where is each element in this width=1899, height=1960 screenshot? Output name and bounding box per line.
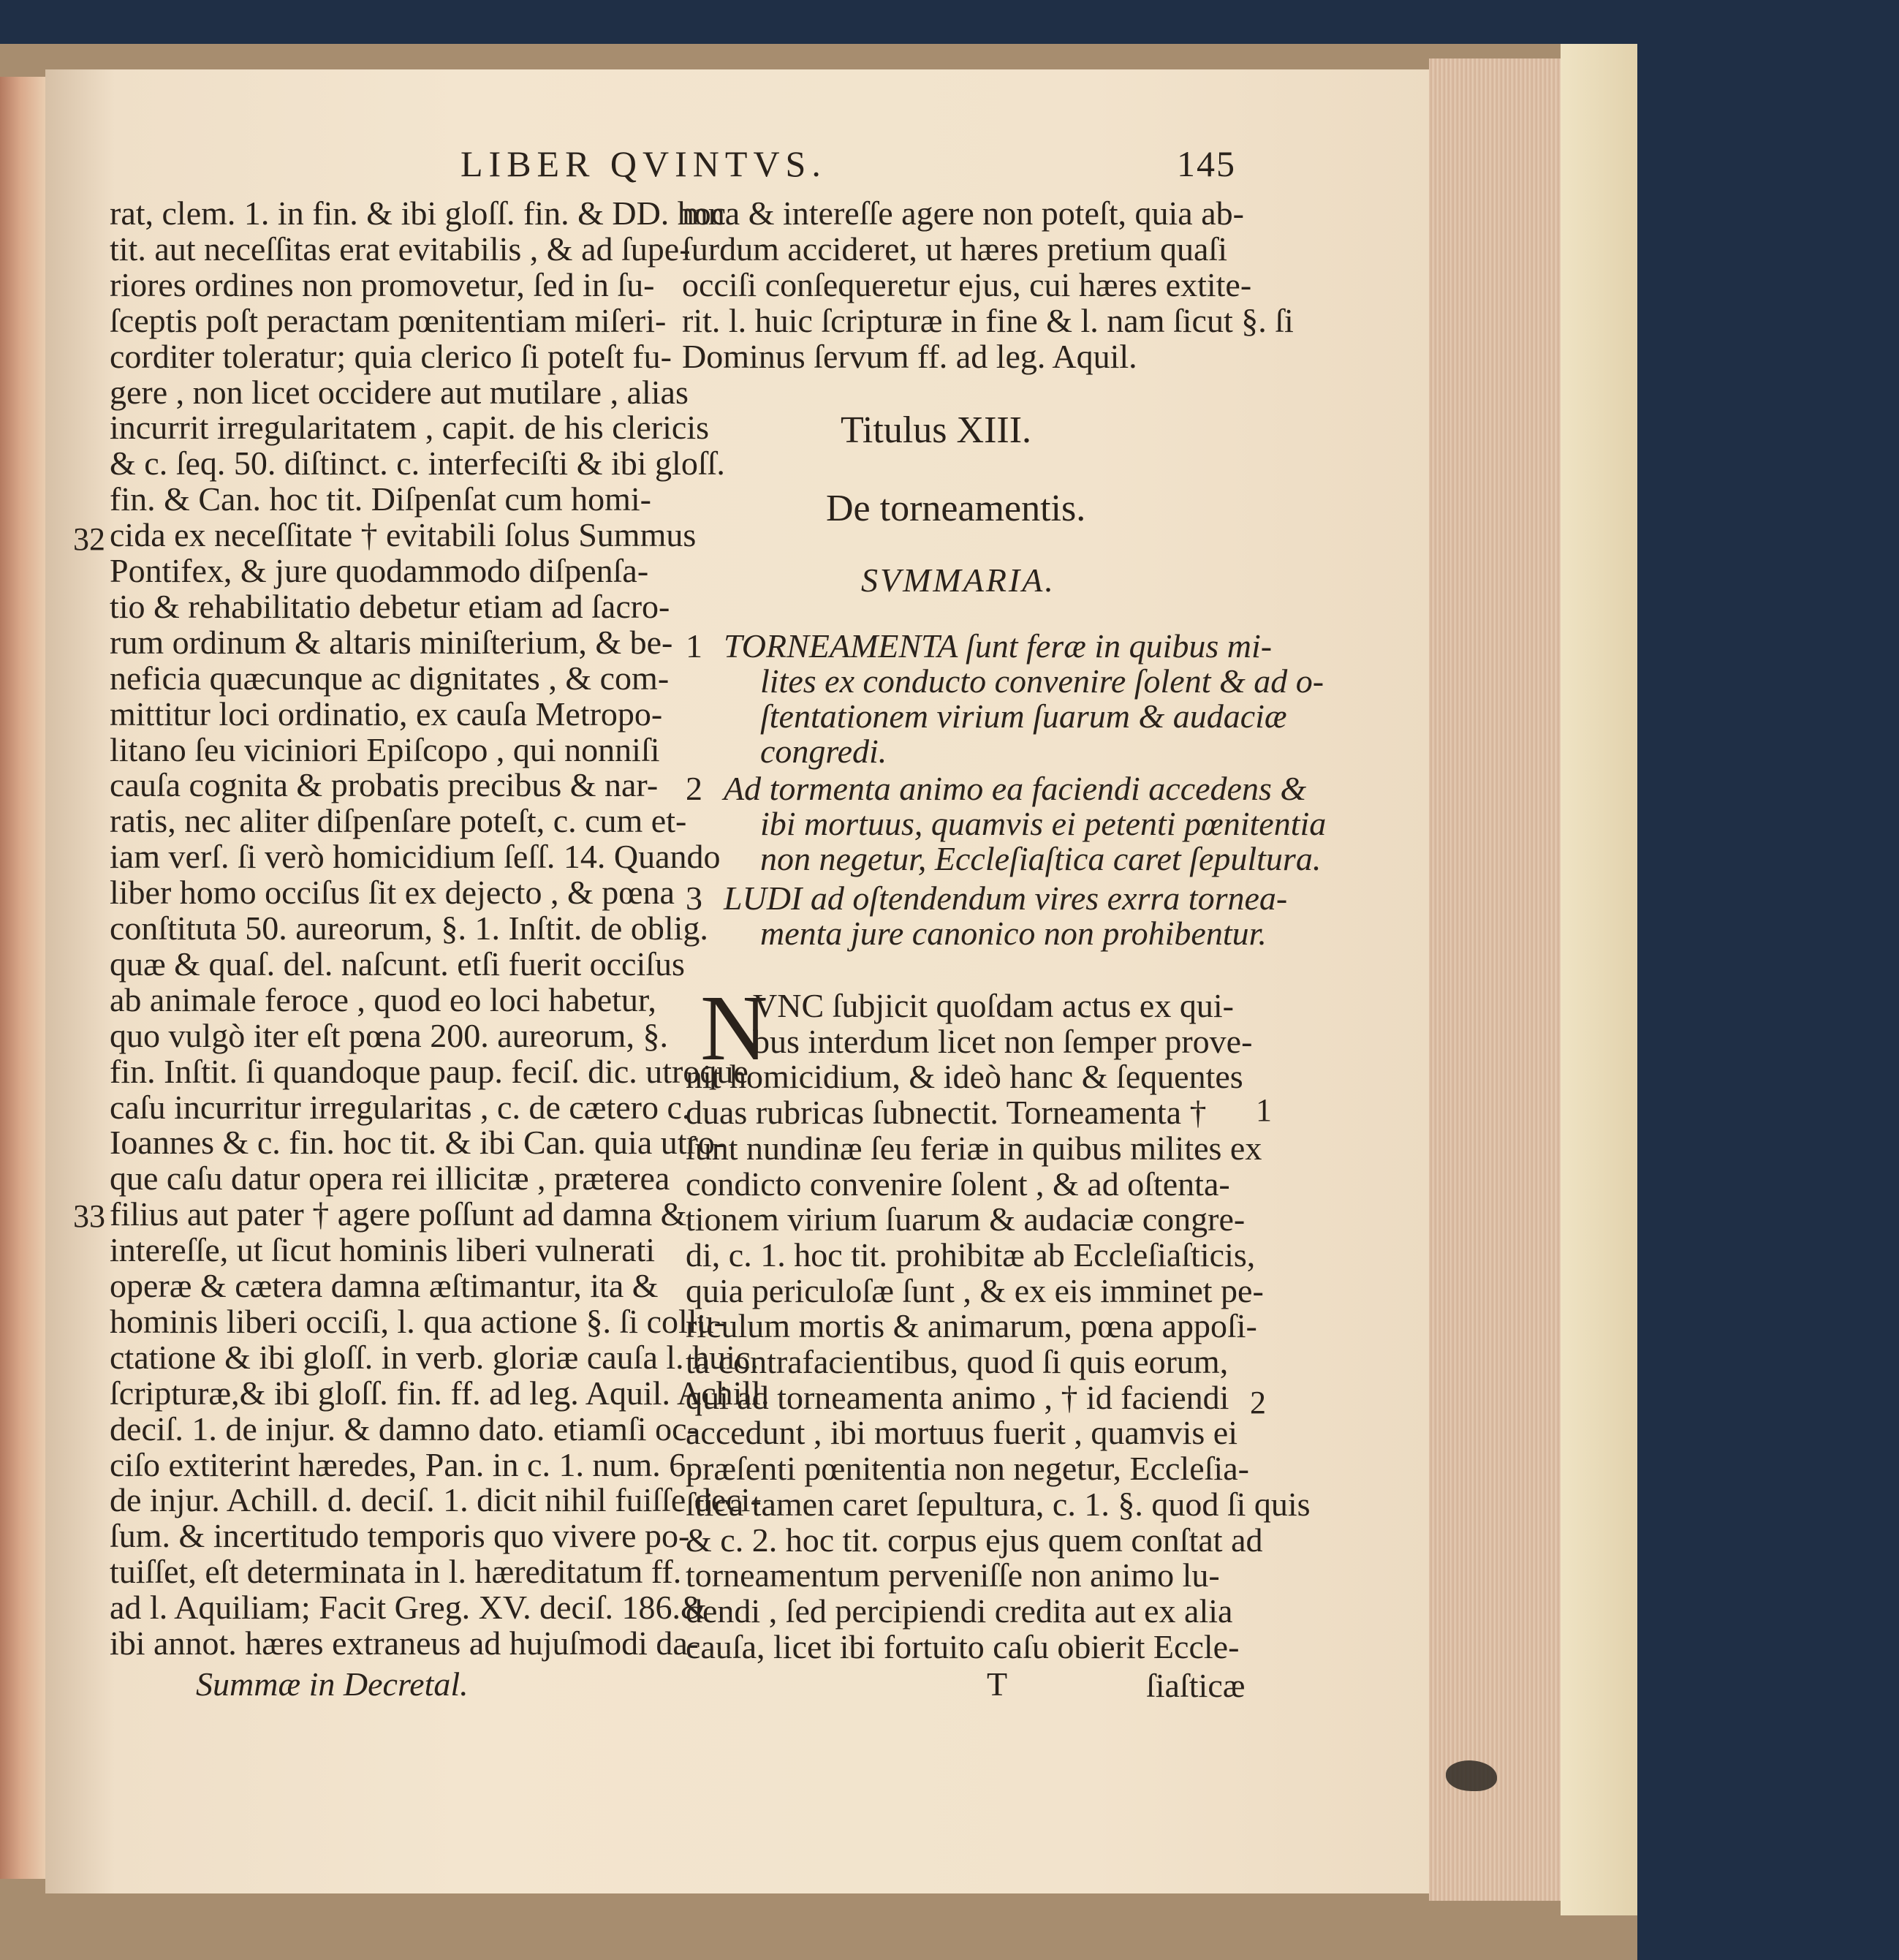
- text-line: ibi annot. hæres extraneus ad hujuſmodi da-: [110, 1624, 700, 1662]
- text-line: que caſu datur opera rei illicitæ , præterea: [110, 1159, 670, 1197]
- summaria-number: 3: [686, 879, 702, 917]
- text-line: Pontifex, & jure quodammodo diſpenſa-: [110, 552, 649, 589]
- text-line: duas rubricas ſubnectit. Torneamenta †: [686, 1094, 1207, 1132]
- text-line: Ioannes & c. fin. hoc tit. & ibi Can. quia utro-: [110, 1124, 727, 1162]
- text-line: ad l. Aquiliam; Facit Greg. XV. deciſ. 186.&: [110, 1589, 707, 1627]
- text-line: ab animale feroce , quod eo loci habetur,: [110, 980, 656, 1018]
- text-line: ctatione & ibi gloſſ. in verb. gloriæ cauſa l. huic.: [110, 1338, 759, 1376]
- margin-number-2: 2: [1250, 1385, 1266, 1420]
- section-title: Titulus XIII.: [841, 409, 1032, 451]
- text-line: rat, clem. 1. in fin. & ibi gloſſ. fin. & DD. hoc: [110, 194, 727, 232]
- left-catchword: Summæ in Decretal.: [196, 1665, 469, 1703]
- text-line: quia periculoſæ ſunt , & ex eis imminet pe-: [686, 1271, 1264, 1309]
- summaria-line: ibi mortuus, quamvis ei petenti pœnitentia: [760, 805, 1327, 842]
- text-line: corditer toleratur; quia clerico ſi poteſt fu-: [110, 337, 672, 375]
- margin-number-33: 33: [73, 1198, 105, 1234]
- book-cover: [1561, 44, 1637, 1915]
- text-line: tionem virium ſuarum & audaciæ congre-: [686, 1200, 1246, 1238]
- text-line: ratis, nec aliter diſpenſare poteſt, c. cum et-: [110, 802, 687, 840]
- text-line: filius aut pater † agere poſſunt ad damna &: [110, 1195, 687, 1233]
- signature-mark: T: [987, 1665, 1008, 1703]
- text-line: cida ex neceſſitate † evitabili ſolus Summus: [110, 516, 697, 554]
- text-line: torneamentum perveniſſe non animo lu-: [686, 1556, 1220, 1594]
- text-line: rum ordinum & altaris miniſterium, & be-: [110, 623, 673, 661]
- text-line: iam verſ. ſi verò homicidium ſeſſ. 14. Quando: [110, 838, 721, 876]
- summaria-line: congredi.: [760, 733, 887, 770]
- text-line: cauſa, licet ibi fortuito caſu obierit Eccle-: [686, 1627, 1240, 1665]
- margin-number-32: 32: [73, 521, 105, 557]
- text-line: condicto convenire ſolent , & ad oſtenta-: [686, 1165, 1230, 1203]
- text-line: ſceptis poſt peractam pœnitentiam miſeri-: [110, 301, 667, 339]
- text-line: ſum. & incertitudo temporis quo vivere po-: [110, 1517, 690, 1555]
- text-line: præſenti pœnitentia non negetur, Eccleſia-: [686, 1450, 1249, 1488]
- left-page-edge: [0, 77, 45, 1879]
- text-line: tit. aut neceſſitas erat evitabilis , & ad ſupe-: [110, 230, 691, 268]
- drop-cap: N: [700, 976, 768, 1080]
- summaria-line: non negetur, Eccleſiaſtica caret ſepultura.: [760, 840, 1322, 877]
- text-line: di, c. 1. hoc tit. prohibitæ ab Eccleſiaſticis,: [686, 1236, 1256, 1274]
- summaria-line: lites ex conducto convenire ſolent & ad o-: [760, 662, 1324, 700]
- text-line: ciſo extiterint hæredes, Pan. in c. 1. num. 6.: [110, 1445, 694, 1483]
- text-line: hominis liberi occiſi, l. qua actione §. ſi collu-: [110, 1302, 725, 1340]
- page-number: 145: [1177, 143, 1236, 184]
- text-line: bus interdum licet non ſemper prove-: [753, 1022, 1253, 1060]
- summaria-heading: SVMMARIA.: [861, 561, 1055, 599]
- text-line: riores ordines non promovetur, ſed in ſu-: [110, 265, 655, 303]
- summaria-line: Ad tormenta animo ea faciendi accedens &: [724, 770, 1307, 807]
- text-line: caſu incurritur irregularitas , c. de cætero c.: [110, 1088, 691, 1126]
- text-line: fin. Inſtit. ſi quandoque paup. feciſ. dic. utroque: [110, 1052, 748, 1090]
- summaria-line: ſtentationem virium ſuarum & audaciæ: [760, 697, 1287, 735]
- text-line: & c. 2. hoc tit. corpus ejus quem conſtat ad: [686, 1521, 1263, 1559]
- text-line: mittitur loci ordinatio, ex cauſa Metropo-: [110, 695, 663, 733]
- text-line: tuiſſet, eſt determinata in l. hæreditatum ff.: [110, 1553, 682, 1591]
- text-line: accedunt , ibi mortuus fuerit , quamvis ei: [686, 1414, 1237, 1452]
- text-line: litano ſeu viciniori Epiſcopo , qui nonniſi: [110, 730, 660, 768]
- text-line: incurrit irregularitatem , capit. de his clericis: [110, 409, 710, 447]
- text-line: intereſſe, ut ſicut hominis liberi vulnerati: [110, 1231, 656, 1269]
- text-line: liber homo occiſus ſit ex dejecto , & pœna: [110, 874, 675, 912]
- text-line: ſunt nundinæ ſeu feriæ in quibus milites ex: [686, 1129, 1262, 1167]
- text-line: quo vulgò iter eſt pœna 200. aureorum, §.: [110, 1016, 668, 1054]
- text-line: deciſ. 1. de injur. & damno dato. etiamſi oc-: [110, 1410, 698, 1448]
- summaria-line: LUDI ad oſtendendum vires exrra tornea-: [724, 879, 1288, 917]
- text-line: fin. & Can. hoc tit. Diſpenſat cum homi-: [110, 480, 651, 518]
- text-line: quæ & quaſ. del. naſcunt. etſi fuerit occiſus: [110, 945, 685, 983]
- text-line: VNC ſubjicit quoſdam actus ex qui-: [753, 987, 1234, 1024]
- text-line: mna & intereſſe agere non poteſt, quia ab-: [682, 194, 1244, 232]
- text-line: Dominus ſervum ff. ad leg. Aquil.: [682, 338, 1137, 375]
- section-subtitle: De torneamentis.: [826, 488, 1086, 529]
- summaria-line: TORNEAMENTA ſunt feræ in quibus mi-: [724, 627, 1273, 665]
- text-line: de injur. Achill. d. deciſ. 1. dicit nihil fuiſſe deci-: [110, 1481, 762, 1519]
- summaria-number: 1: [686, 627, 702, 665]
- text-line: rit. l. huic ſcripturæ in fine & l. nam ſicut §. ſi: [682, 302, 1294, 339]
- text-line: tio & rehabilitatio debetur etiam ad ſacro-: [110, 587, 670, 625]
- running-title: LIBER QVINTVS.: [460, 143, 827, 184]
- text-line: nit homicidium, & ideò hanc & ſequentes: [686, 1058, 1243, 1096]
- text-line: occiſi conſequeretur ejus, cui hæres extite-: [682, 266, 1252, 303]
- margin-number-1: 1: [1256, 1092, 1272, 1128]
- text-line: operæ & cætera damna æſtimantur, ita &: [110, 1267, 659, 1304]
- text-line: ſcripturæ,& ibi gloſſ. fin. ff. ad leg. Aquil. Achill.: [110, 1374, 770, 1412]
- text-line: conſtituta 50. aureorum, §. 1. Inſtit. de oblig.: [110, 909, 708, 947]
- text-line: & c. ſeq. 50. diſtinct. c. interfeciſti & ibi gloſſ.: [110, 444, 725, 483]
- text-line: gere , non licet occidere aut mutilare , alias: [110, 373, 689, 411]
- text-line: qui ad torneamenta animo , † id faciendi: [686, 1378, 1229, 1416]
- text-line: ſurdum accideret, ut hæres pretium quaſi: [682, 230, 1227, 268]
- text-line: dendi , ſed percipiendi credita aut ex alia: [686, 1592, 1233, 1630]
- text-line: neficia quæcunque ac dignitates , & com-: [110, 659, 670, 697]
- text-line: ſtica tamen caret ſepultura, c. 1. §. quod ſi quis: [686, 1485, 1311, 1523]
- summaria-number: 2: [686, 770, 702, 807]
- ink-stain: [1446, 1760, 1497, 1791]
- text-line: ta contrafacientibus, quod ſi quis eorum,: [686, 1343, 1229, 1380]
- text-line: riculum mortis & animarum, pœna appoſi-: [686, 1307, 1257, 1345]
- text-line: cauſa cognita & probatis precibus & nar-: [110, 766, 659, 804]
- page-edges: [1429, 58, 1561, 1901]
- right-catchword: ſiaſticæ: [1146, 1667, 1246, 1704]
- summaria-line: menta jure canonico non prohibentur.: [760, 915, 1267, 952]
